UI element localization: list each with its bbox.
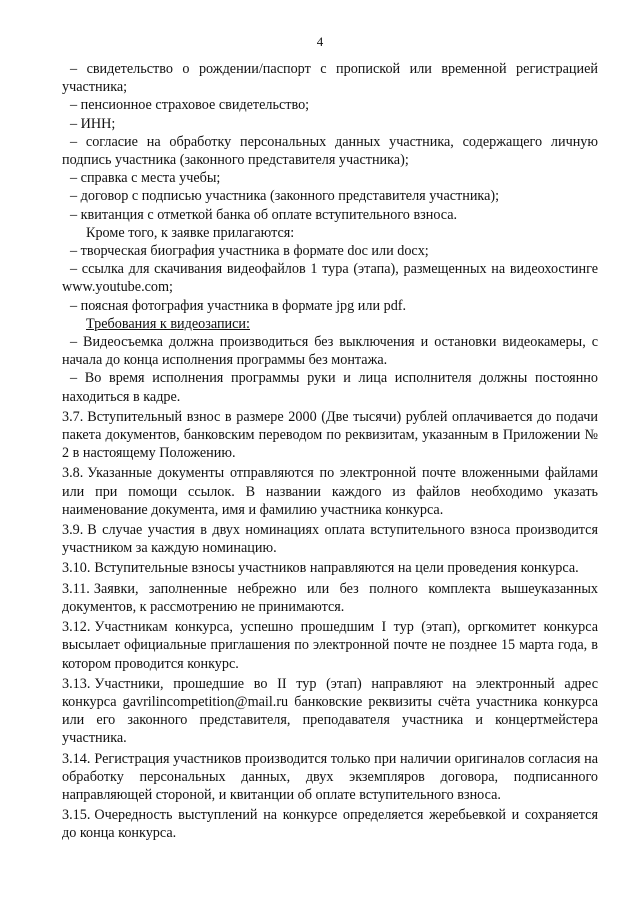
section-paragraph	[62, 521, 598, 557]
dash-symbol: –	[70, 297, 78, 314]
section-number: 3.10.	[62, 560, 91, 577]
section-number: 3.13.	[62, 675, 91, 692]
section-text: Вступительные взносы участников направляются на цели проведения конкурса.	[94, 560, 579, 577]
list-item	[62, 260, 598, 296]
section-paragraph	[62, 464, 598, 519]
list-item-text: Видеосъемка должна производиться без выключения и остановки видеокамеры, с начала до конца исполнения программы без монтажа.	[62, 334, 598, 369]
list-item-text: творческая биография участника в формате doc или docx;	[80, 243, 429, 260]
section-text: Вступительный взнос в размере 2000 (Две тысячи) рублей оплачивается до подачи пакета документов, банковским переводом по реквизитам, указанным в Приложении № 2 в настоящему Положению.	[62, 408, 598, 462]
section-paragraph	[62, 580, 598, 616]
section-paragraph	[62, 675, 598, 748]
video-requirements-heading	[62, 315, 598, 333]
attachments-intro: Кроме того, к заявке прилагаются:	[86, 224, 295, 241]
list-item	[62, 242, 598, 260]
dash-symbol: –	[70, 243, 78, 260]
list-item	[62, 297, 598, 315]
list-item-text: справка с места учебы;	[80, 170, 221, 187]
dash-symbol: –	[70, 188, 78, 205]
list-item	[62, 60, 598, 96]
section-number: 3.9.	[62, 522, 84, 539]
section-text: Регистрация участников производится только при наличии оригиналов согласия на обработку персональных данных, двух экземпляров договора, подписанного направляющей стороной, и квитанции об оплате вступительного взноса.	[62, 750, 598, 803]
section-number: 3.12.	[62, 619, 91, 636]
dash-symbol: –	[70, 334, 78, 351]
dash-symbol: –	[70, 206, 78, 223]
list-item-text: квитанция с отметкой банка об оплате вступительного взноса.	[80, 206, 458, 223]
section-text: Указанные документы отправляются по электронной почте вложенными файлами или при помощи ссылок. В названии каждого из файлов необходимо указать наименование документа, имя и фамилию участника конкурса.	[62, 465, 598, 518]
list-item	[62, 115, 598, 133]
list-item-text: ИНН;	[80, 115, 116, 132]
dash-symbol: –	[70, 261, 78, 278]
page-number: 4	[316, 34, 324, 49]
dash-symbol: –	[70, 115, 78, 132]
section-number: 3.11.	[62, 580, 90, 597]
dash-symbol: –	[70, 97, 78, 114]
section-text: Участники, прошедшие во II тур (этап) направляют на электронный адрес конкурса gavrilincompetition@mail.ru банковские реквизиты счёта участника конкурса или его законного представителя, преподавателя участника и концертмейстера участника.	[62, 675, 598, 747]
section-number: 3.7.	[62, 408, 84, 425]
list-item-text: Во время исполнения программы руки и лица исполнителя должны постоянно находиться в кадре.	[62, 370, 598, 405]
heading-text: Требования к видеозаписи:	[86, 315, 250, 332]
list-item	[62, 206, 598, 224]
list-item	[62, 133, 598, 169]
section-text: Заявки, заполненные небрежно или без полного комплекта вышеуказанных документов, к рассмотрению не принимаются.	[62, 580, 598, 615]
list-item	[62, 169, 598, 187]
list-item-text: поясная фотография участника в формате jpg или pdf.	[80, 297, 407, 314]
section-number: 3.14.	[62, 750, 91, 767]
dash-symbol: –	[70, 61, 78, 77]
dash-symbol: –	[70, 133, 78, 150]
section-paragraph	[62, 750, 598, 805]
list-item	[62, 333, 598, 369]
section-number: 3.15.	[62, 807, 91, 824]
section-number: 3.8.	[62, 465, 84, 482]
section-paragraph	[62, 559, 598, 577]
list-item	[62, 369, 598, 405]
section-text: Участникам конкурса, успешно прошедшим I тур (этап), оргкомитет конкурса высылает официальные приглашения по электронной почте не позднее 15 марта года, в котором проводится конкурс.	[62, 619, 598, 672]
section-paragraph	[62, 806, 598, 842]
section-paragraph	[62, 408, 598, 463]
list-item-text: согласие на обработку персональных данных участника, содержащего личную подпись участника (законного представителя участника);	[62, 133, 598, 169]
list-item-text: свидетельство о рождении/паспорт с пропиской или временной регистрацией участника;	[62, 61, 598, 96]
dash-symbol: –	[70, 370, 78, 387]
list-item-text: договор с подписью участника (законного представителя участника);	[80, 188, 500, 205]
document-body	[62, 60, 598, 843]
section-paragraph	[62, 618, 598, 673]
list-item	[62, 96, 598, 114]
list-item	[62, 187, 598, 205]
list-item-text: ссылка для скачивания видеофайлов 1 тура (этапа), размещенных на видеохостинге www.youtube.com;	[62, 261, 599, 296]
dash-symbol: –	[70, 170, 78, 187]
list-item-text: пенсионное страховое свидетельство;	[80, 97, 310, 114]
section-text: В случае участия в двух номинациях оплата вступительного взноса производится участником за каждую номинацию.	[62, 522, 598, 557]
section-text: Очередность выступлений на конкурсе определяется жеребьевкой и сохраняется до конца конкурса.	[62, 807, 598, 842]
